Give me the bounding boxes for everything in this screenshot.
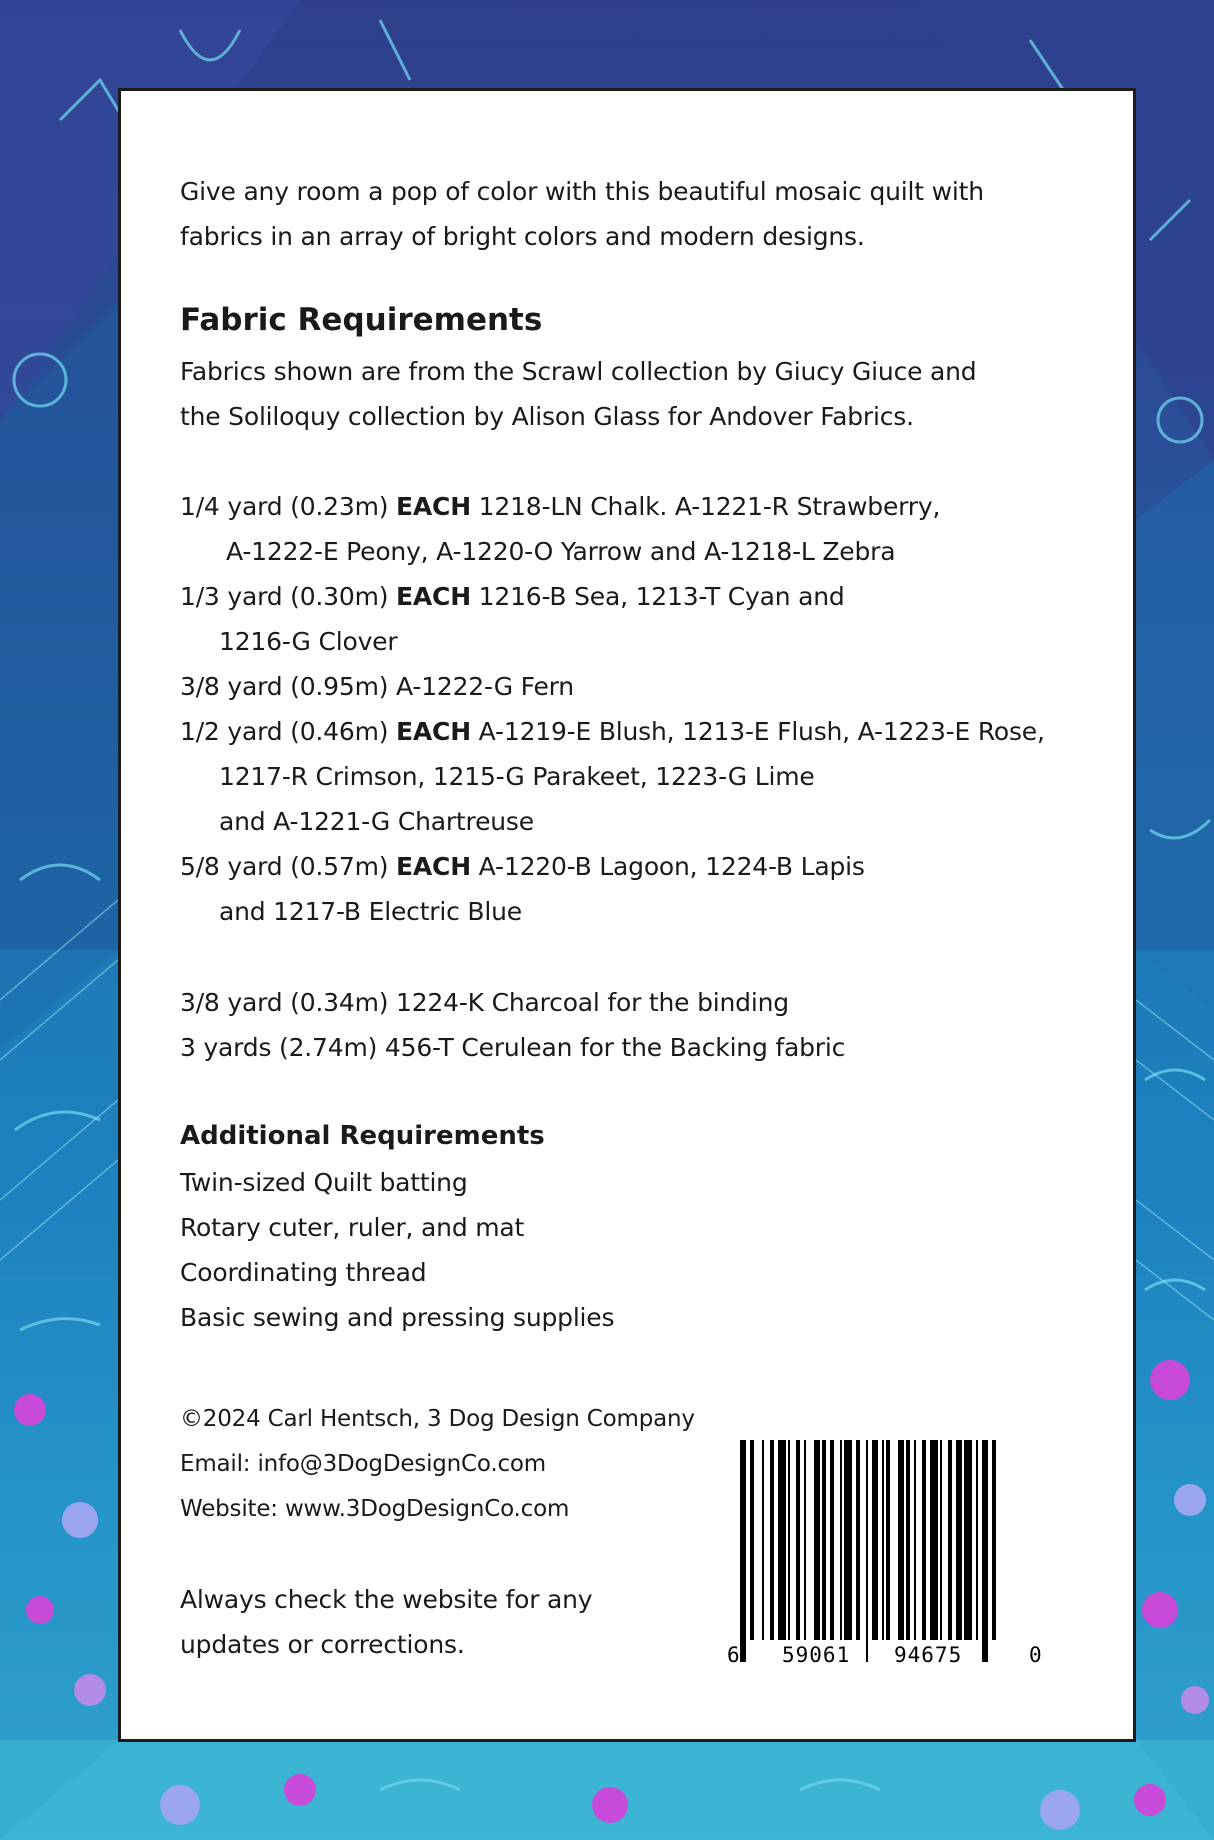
fabric-item-continued: and A-1221-G Chartreuse <box>219 807 534 836</box>
additional-item: Basic sewing and pressing supplies <box>180 1303 615 1332</box>
barcode-bar <box>914 1440 916 1640</box>
barcode-bars <box>724 1440 1044 1672</box>
barcode-bar <box>814 1440 820 1640</box>
fabric-item: 1/2 yard (0.46m) EACH A-1219-E Blush, 1213-E Flush, A-1223-E Rose, <box>180 717 1045 746</box>
website-line: Website: www.3DogDesignCo.com <box>180 1496 570 1522</box>
fabric-item-continued: A-1222-E Peony, A-1220-O Yarrow and A-1218-L Zebra <box>226 537 896 566</box>
barcode-bar <box>882 1440 884 1640</box>
binding-item: 3/8 yard (0.34m) 1224-K Charcoal for the binding <box>180 988 789 1017</box>
barcode-bar <box>976 1440 978 1640</box>
intro-line-1: Give any room a pop of color with this beautiful mosaic quilt with <box>180 177 984 206</box>
barcode-bar <box>872 1440 878 1640</box>
barcode-bar <box>940 1440 942 1640</box>
additional-item: Rotary cuter, ruler, and mat <box>180 1213 525 1242</box>
email-line: Email: info@3DogDesignCo.com <box>180 1451 546 1477</box>
barcode-bar <box>866 1440 868 1662</box>
fabric-item: 1/4 yard (0.23m) EACH 1218-LN Chalk. A-1221-R Strawberry, <box>180 492 941 521</box>
barcode-bar <box>898 1440 904 1640</box>
fabric-item-continued: 1217-R Crimson, 1215-G Parakeet, 1223-G Lime <box>219 762 815 791</box>
barcode-bar <box>844 1440 852 1640</box>
barcode-bar <box>992 1440 996 1640</box>
barcode-bar <box>948 1440 952 1640</box>
fabric-item-continued: 1216-G Clover <box>219 627 398 656</box>
barcode-bar <box>822 1440 826 1640</box>
barcode <box>724 1440 1044 1672</box>
fabric-item: 5/8 yard (0.57m) EACH A-1220-B Lagoon, 1224-B Lapis <box>180 852 865 881</box>
copyright: ©2024 Carl Hentsch, 3 Dog Design Company <box>180 1406 695 1432</box>
additional-requirements-heading: Additional Requirements <box>180 1121 545 1151</box>
barcode-check-digit: 0 <box>1029 1643 1042 1667</box>
barcode-lead-digit: 6 <box>727 1643 740 1667</box>
barcode-bar <box>886 1440 890 1640</box>
additional-item: Twin-sized Quilt batting <box>180 1168 468 1197</box>
barcode-bar <box>796 1440 800 1640</box>
fabric-desc-line-1: Fabrics shown are from the Scrawl collection by Giucy Giuce and <box>180 357 977 386</box>
note-line-1: Always check the website for any <box>180 1585 593 1614</box>
barcode-group-2: 94675 <box>894 1643 963 1667</box>
intro-line-2: fabrics in an array of bright colors and modern designs. <box>180 222 865 251</box>
barcode-bar <box>856 1440 860 1640</box>
barcode-bar <box>750 1440 754 1640</box>
barcode-bar <box>770 1440 774 1640</box>
fabric-requirements-heading: Fabric Requirements <box>180 302 543 338</box>
backing-item: 3 yards (2.74m) 456-T Cerulean for the Backing fabric <box>180 1033 846 1062</box>
barcode-group-1: 59061 <box>782 1643 851 1667</box>
note-line-2: updates or corrections. <box>180 1630 465 1659</box>
barcode-bar <box>982 1440 988 1662</box>
barcode-bar <box>930 1440 938 1640</box>
barcode-bar <box>778 1440 786 1640</box>
fabric-item: 3/8 yard (0.95m) A-1222-G Fern <box>180 672 574 701</box>
barcode-bar <box>830 1440 834 1640</box>
barcode-bar <box>906 1440 910 1640</box>
fabric-item-continued: and 1217-B Electric Blue <box>219 897 522 926</box>
barcode-bar <box>788 1440 790 1640</box>
barcode-bar <box>804 1440 806 1640</box>
additional-item: Coordinating thread <box>180 1258 427 1287</box>
barcode-bar <box>922 1440 926 1640</box>
barcode-bar <box>740 1440 746 1662</box>
fabric-desc-line-2: the Soliloquy collection by Alison Glass for Andover Fabrics. <box>180 402 914 431</box>
barcode-bar <box>840 1440 842 1640</box>
barcode-bar <box>956 1440 962 1640</box>
barcode-bar <box>964 1440 972 1640</box>
fabric-item: 1/3 yard (0.30m) EACH 1216-B Sea, 1213-T Cyan and <box>180 582 845 611</box>
barcode-bar <box>762 1440 764 1640</box>
